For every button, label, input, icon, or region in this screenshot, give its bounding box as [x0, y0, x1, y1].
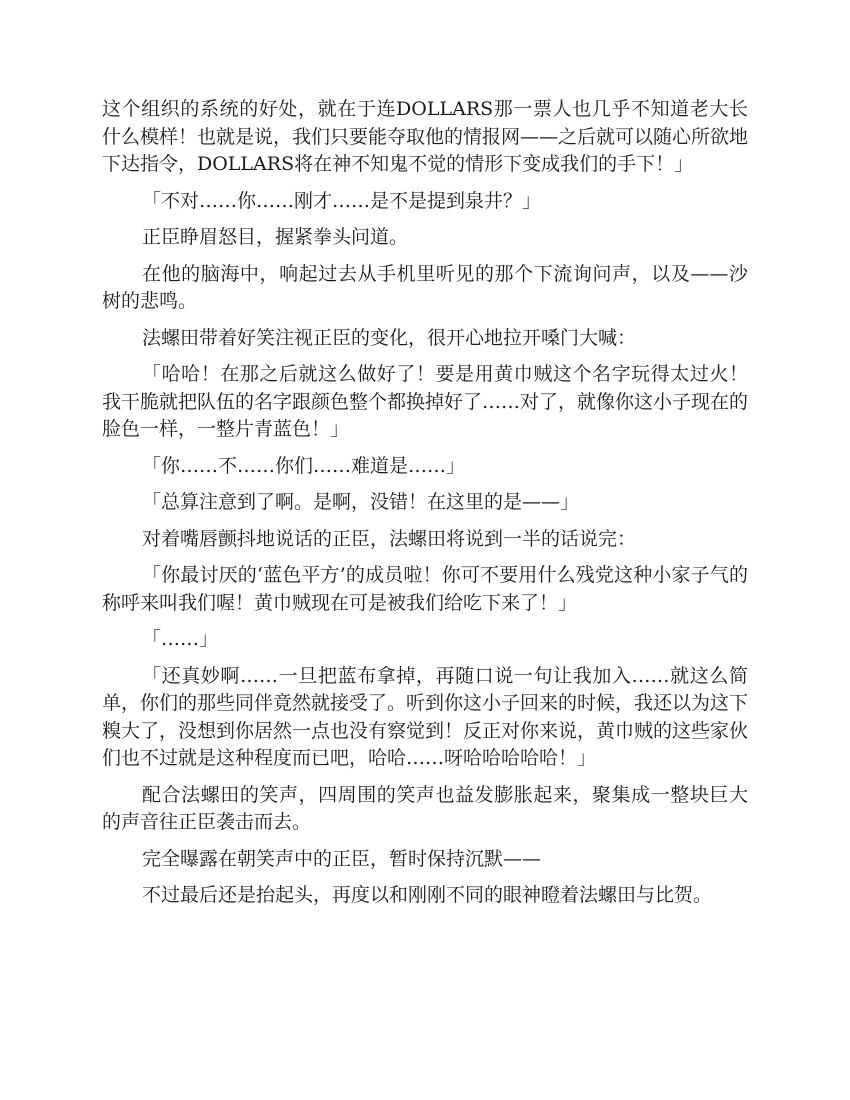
- paragraph: 完全曝露在朝笑声中的正臣，暂时保持沉默——: [142, 847, 542, 870]
- paragraph: 对着嘴唇颤抖地说话的正臣，法螺田将说到一半的话说完：: [142, 527, 637, 550]
- paragraph: 「你……不……你们……难道是……」: [142, 454, 466, 477]
- paragraph: 「还真妙啊……一旦把蓝布拿掉，再随口说一句让我加入……就这么简单，你们的那些同伴竟然就接受了。听到你这小子回来的时候，我还以为这下糗大了，没想到你居然一点也没有察觉到！反正对你来说，黄巾贼的这些家伙们也不过就是这种程度而已吧，哈哈……呀哈哈哈哈哈！」: [102, 664, 749, 769]
- paragraph: 法螺田带着好笑注视正臣的变化，很开心地拉开嗓门大喊：: [142, 326, 637, 349]
- paragraph: 不过最后还是抬起头，再度以和刚刚不同的眼神瞪着法螺田与比贺。: [142, 884, 713, 906]
- paragraph: 在他的脑海中，响起过去从手机里听见的那个下流询问声，以及——沙树的悲鸣。: [102, 262, 748, 312]
- paragraph: 「总算注意到了啊。是啊，没错！在这里的是——」: [142, 491, 580, 513]
- paragraph: 「哈哈！在那之后就这么做好了！要是用黄巾贼这个名字玩得太过火！我干脆就把队伍的名字跟颜色整个都换掉好了……对了，就像你这小子现在的脸色一样，一整片青蓝色！」: [102, 363, 749, 440]
- paragraph: 这个组织的系统的好处，就在于连DOLLARS那一票人也几乎不知道老大长什么模样！也就是说，我们只要能夺取他的情报网——之后就可以随心所欲地下达指令，DOLLARS将在神不知鬼不觉的情形下变成我们的手下！」: [102, 98, 749, 175]
- paragraph: 「……」: [142, 628, 219, 650]
- paragraph: 正臣睁眉怒目，握紧拳头问道。: [142, 226, 409, 248]
- paragraph: 配合法螺田的笑声，四周围的笑声也益发膨胀起来，聚集成一整块巨大的声音往正臣袭击而去。: [102, 783, 748, 833]
- document-page: [102, 96, 748, 919]
- paragraph: 「你最讨厌的‘蓝色平方’的成员啦！你可不要用什么残党这种小家子气的称呼来叫我们喔！黄巾贼现在可是被我们给吃下来了！」: [102, 564, 748, 614]
- paragraph: 「不对……你……刚才……是不是提到泉井？」: [142, 189, 542, 212]
